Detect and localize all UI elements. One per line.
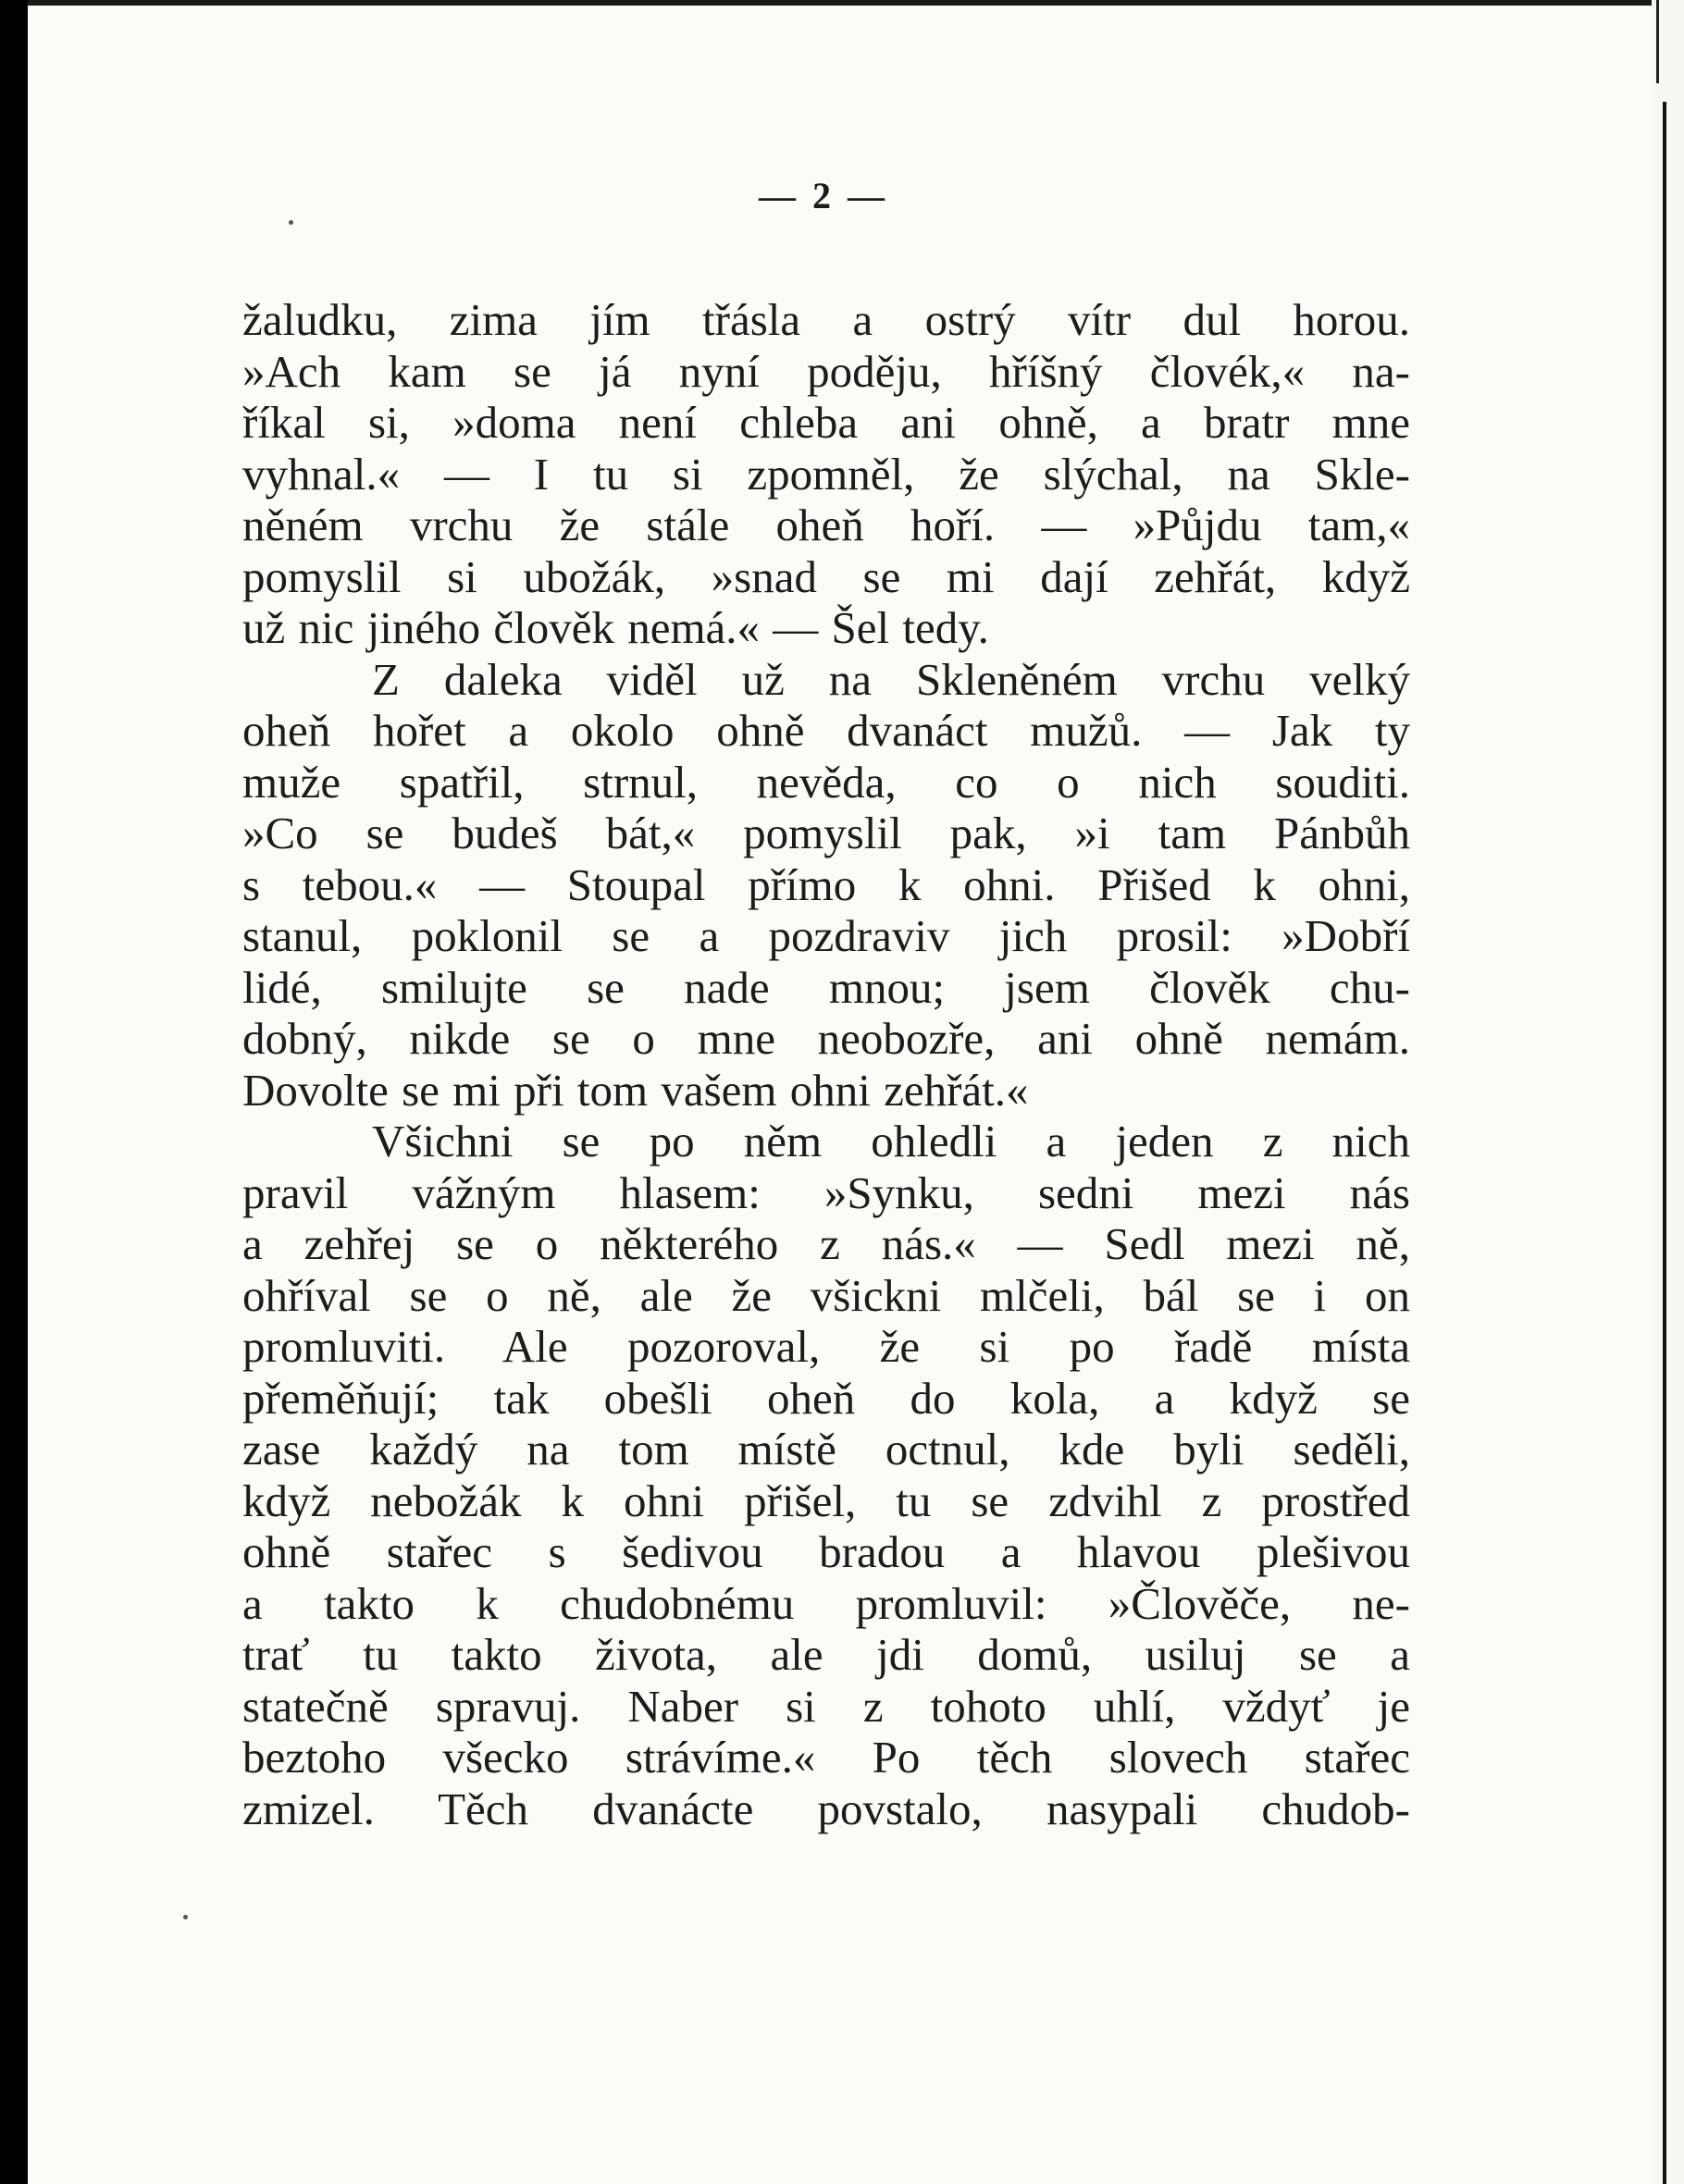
text-line: Dovolte se mi při tom vašem ohni zehřát.« bbox=[242, 1064, 1029, 1116]
text-line: Z daleka viděl už na Skleněném vrchu velký bbox=[372, 653, 1410, 705]
text-line: ohříval se o ně, ale že všickni mlčeli, bál se i on bbox=[242, 1269, 1410, 1321]
text-line: zase každý na tom místě octnul, kde byli seděli, bbox=[242, 1424, 1410, 1475]
text-line: když nebožák k ohni přišel, tu se zdvihl z prostřed bbox=[242, 1475, 1410, 1526]
page-top-edge bbox=[28, 0, 1652, 6]
text-line: Všichni se po něm ohledli a jeden z nich bbox=[372, 1116, 1410, 1166]
text-line: něném vrchu že stále oheň hoří. — »Půjdu tam,« bbox=[242, 500, 1410, 550]
speck bbox=[289, 220, 293, 225]
speck bbox=[183, 1915, 188, 1919]
text-line: vyhnal.« — I tu si zpomněl, že slýchal, na Skle- bbox=[242, 448, 1410, 500]
text-line: ohně stařec s šedivou bradou a hlavou plešivou bbox=[242, 1526, 1410, 1577]
text-line: a zehřej se o některého z nás.« — Sedl mezi ně, bbox=[242, 1218, 1410, 1269]
binding-line-top bbox=[1656, 0, 1659, 83]
page-binding-strip bbox=[1652, 0, 1684, 2184]
text-line: s tebou.« — Stoupal přímo k ohni. Přišed k ohni, bbox=[242, 858, 1410, 910]
text-line: přeměňují; tak obešli oheň do kola, a když se bbox=[242, 1372, 1410, 1424]
text-line: už nic jiného člověk nemá.« — Šel tedy. bbox=[242, 602, 989, 653]
text-line: »Ach kam se já nyní poděju, hříšný človék,« na- bbox=[242, 345, 1410, 397]
body-text bbox=[242, 294, 1410, 1834]
page-number: — 2 — bbox=[759, 175, 888, 216]
text-line: dobný, nikde se o mne neobozře, ani ohně nemám. bbox=[242, 1013, 1410, 1064]
text-line: muže spatřil, strnul, nevěda, co o nich souditi. bbox=[242, 756, 1410, 808]
text-line: »Co se budeš bát,« pomyslil pak, »i tam Pánbůh bbox=[242, 808, 1410, 858]
text-line: promluviti. Ale pozoroval, že si po řadě místa bbox=[242, 1321, 1410, 1372]
text-line: zmizel. Těch dvanácte povstalo, nasypali chudob- bbox=[242, 1783, 1410, 1834]
text-line: beztoho všecko strávíme.« Po těch slovech stařec bbox=[242, 1732, 1410, 1783]
text-line: žaludku, zima jím třásla a ostrý vítr dul horou. bbox=[242, 294, 1410, 345]
text-line: trať tu takto života, ale jdi domů, usiluj se a bbox=[242, 1629, 1410, 1680]
text-line: statečně spravuj. Naber si z tohoto uhlí, vždyť je bbox=[242, 1680, 1410, 1732]
text-line: lidé, smilujte se nade mnou; jsem člověk chu- bbox=[242, 961, 1410, 1013]
text-line: oheň hořet a okolo ohně dvanáct mužů. — Jak ty bbox=[242, 705, 1410, 756]
text-line: stanul, poklonil se a pozdraviv jich prosil: »Dobří bbox=[242, 910, 1410, 961]
text-line: pomyslil si ubožák, »snad se mi dají zehřát, když bbox=[242, 550, 1410, 602]
binding-line bbox=[1663, 102, 1666, 2184]
text-line: říkal si, »doma není chleba ani ohně, a bratr mne bbox=[242, 397, 1410, 448]
text-line: pravil vážným hlasem: »Synku, sedni mezi nás bbox=[242, 1166, 1410, 1218]
text-line: a takto k chudobnému promluvil: »Člověče, ne- bbox=[242, 1577, 1410, 1629]
